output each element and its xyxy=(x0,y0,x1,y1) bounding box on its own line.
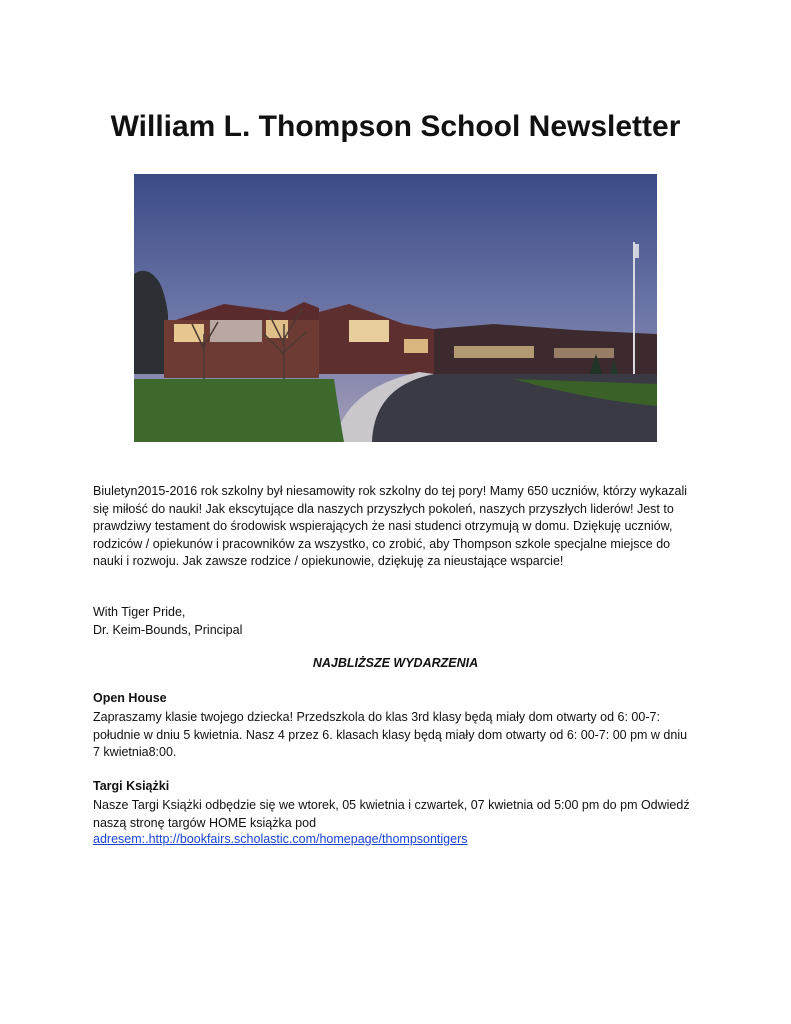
book-fair-title: Targi Książki xyxy=(93,779,170,793)
intro-paragraph: Biuletyn2015-2016 rok szkolny był niesamowity rok szkolny do tej pory! Mamy 650 uczniów, którzy wykazali się miłość do nauki! Jak ekscytujące dla naszych przyszłych pokoleń, naszych przyszłych liderów! Jest to prawdziwy testament do środowisk wspierających że nasi studenci otrzymują w domu. Dziękuję uczniów, rodziców / opiekunów i pracowników za wszystko, co zrobić, aby Thompson szkole specjalne miejsce do nauki i rozwoju. Jak zawsze rodzice / opiekunowie, dziękuję za nieustające wsparcie! xyxy=(93,484,688,569)
signature-closing: With Tiger Pride, xyxy=(93,605,186,619)
signature-name: Dr. Keim-Bounds, Principal xyxy=(93,623,243,637)
school-building-photo xyxy=(134,174,657,442)
book-fair-text: Nasze Targi Książki odbędzie się we wtorek, 05 kwietnia i czwartek, 07 kwietnia od 5:00 pm do pm Odwiedź naszą stronę targów HOME książka pod xyxy=(93,798,690,830)
book-fair-link[interactable]: adresem:.http://bookfairs.scholastic.com/homepage/thompsontigers xyxy=(93,832,468,846)
open-house-text: Zapraszamy klasie twojego dziecka! Przedszkola do klas 3rd klasy będą miały dom otwarty od 6: 00-7: południe w dniu 5 kwietnia. Nasz 4 przez 6. klasach klasy będą miały dom otwarty od 6: 00-7: 00 pm w dniu 7 kwietnia8:00. xyxy=(93,710,688,760)
open-house-title: Open House xyxy=(93,691,167,705)
upcoming-events-heading: NAJBLIŻSZE WYDARZENIA xyxy=(312,656,479,670)
newsletter-title: William L. Thompson School Newsletter xyxy=(110,110,681,143)
